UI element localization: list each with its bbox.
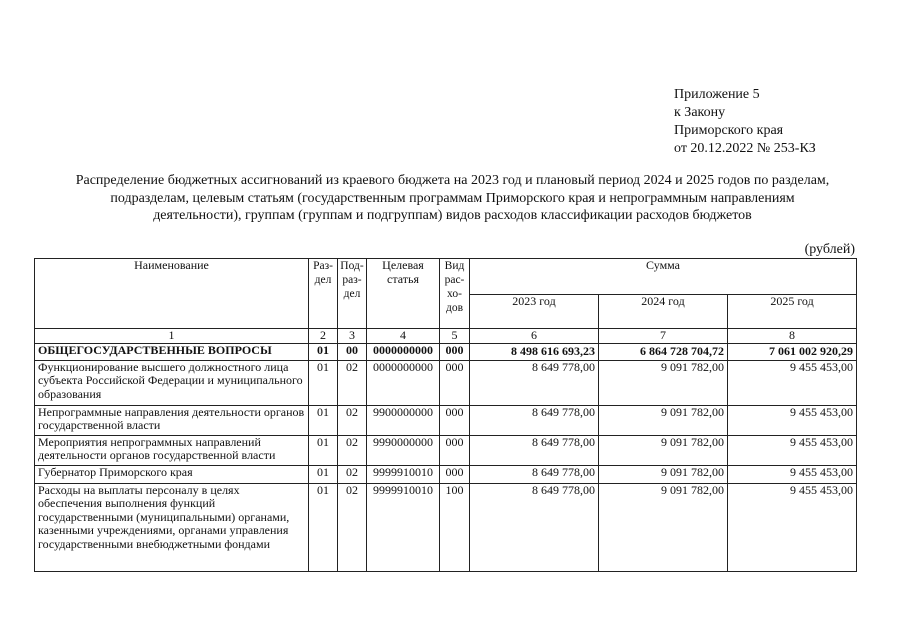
row-subsection: 02 <box>338 360 367 405</box>
row-amount-2023: 8 649 778,00 <box>470 483 599 571</box>
row-expense-type: 000 <box>440 360 470 405</box>
title-line-1: Распределение бюджетных ассигнований из краевого бюджета на 2023 год и плановый период 2024 и 2025 годов по разделам, <box>75 173 830 188</box>
row-expense-type: 000 <box>440 343 470 360</box>
row-target: 9999910010 <box>367 483 440 571</box>
row-subsection: 02 <box>338 405 367 435</box>
row-amount-2023: 8 649 778,00 <box>470 360 599 405</box>
header-name: Наименование <box>35 259 309 329</box>
row-amount-2025: 9 455 453,00 <box>728 405 857 435</box>
row-name: ОБЩЕГОСУДАРСТВЕННЫЕ ВОПРОСЫ <box>35 343 309 360</box>
row-amount-2024: 6 864 728 704,72 <box>599 343 728 360</box>
row-subsection: 02 <box>338 435 367 465</box>
row-amount-2024: 9 091 782,00 <box>599 360 728 405</box>
appendix-line-1: Приложение 5 <box>674 87 760 102</box>
column-number: 8 <box>728 329 857 344</box>
header-sum: Сумма <box>470 259 857 295</box>
row-section: 01 <box>309 435 338 465</box>
column-number: 2 <box>309 329 338 344</box>
row-amount-2024: 9 091 782,00 <box>599 435 728 465</box>
title-line-3: деятельности), группам (группам и подгруппам) видов расходов классификации расходов бюджетов <box>153 208 752 223</box>
row-amount-2024: 9 091 782,00 <box>599 465 728 483</box>
header-section: Раз-дел <box>309 259 338 329</box>
column-numbers-row <box>35 329 857 344</box>
row-section: 01 <box>309 343 338 360</box>
row-amount-2023: 8 649 778,00 <box>470 465 599 483</box>
row-name: Непрограммные направления деятельности органов государственной власти <box>35 405 309 435</box>
header-subsection: Под-раз-дел <box>338 259 367 329</box>
row-subsection: 02 <box>338 483 367 571</box>
row-name: Губернатор Приморского края <box>35 465 309 483</box>
row-target: 0000000000 <box>367 360 440 405</box>
table-row <box>35 360 857 405</box>
table-row <box>35 343 857 360</box>
table-row <box>35 465 857 483</box>
row-amount-2023: 8 649 778,00 <box>470 435 599 465</box>
column-number: 5 <box>440 329 470 344</box>
appendix-line-2: к Закону <box>674 105 726 120</box>
column-number: 3 <box>338 329 367 344</box>
column-number: 1 <box>35 329 309 344</box>
row-amount-2024: 9 091 782,00 <box>599 405 728 435</box>
units-label: (рублей) <box>804 242 855 257</box>
row-section: 01 <box>309 405 338 435</box>
row-name: Расходы на выплаты персоналу в целях обеспечения выполнения функций государственными (муниципальными) органами, казенными учреждениями, органами управления государственными внебюджетными фондами <box>35 483 309 571</box>
appendix-line-3: Приморского края <box>674 123 784 138</box>
row-target: 9900000000 <box>367 405 440 435</box>
row-amount-2025: 9 455 453,00 <box>728 465 857 483</box>
row-expense-type: 000 <box>440 405 470 435</box>
row-section: 01 <box>309 483 338 571</box>
document-title <box>30 172 875 225</box>
row-amount-2025: 9 455 453,00 <box>728 360 857 405</box>
row-section: 01 <box>309 360 338 405</box>
title-line-2: подразделам, целевым статьям (государственным программам Приморского края и непрограммным направлениям <box>110 190 795 206</box>
appendix-header <box>674 86 816 158</box>
row-name: Функционирование высшего должностного лица субъекта Российской Федерации и муниципального образования <box>35 360 309 405</box>
row-amount-2023: 8 649 778,00 <box>470 405 599 435</box>
row-subsection: 00 <box>338 343 367 360</box>
row-amount-2023: 8 498 616 693,23 <box>470 343 599 360</box>
column-number: 7 <box>599 329 728 344</box>
row-amount-2024: 9 091 782,00 <box>599 483 728 571</box>
row-target: 9990000000 <box>367 435 440 465</box>
header-year-2024: 2024 год <box>599 295 728 329</box>
row-expense-type: 000 <box>440 465 470 483</box>
column-number: 6 <box>470 329 599 344</box>
header-year-2025: 2025 год <box>728 295 857 329</box>
row-amount-2025: 7 061 002 920,29 <box>728 343 857 360</box>
table-row <box>35 435 857 465</box>
appendix-line-4: от 20.12.2022 № 253-КЗ <box>674 141 816 156</box>
row-target: 0000000000 <box>367 343 440 360</box>
row-subsection: 02 <box>338 465 367 483</box>
header-year-2023: 2023 год <box>470 295 599 329</box>
header-expense-type: Вид рас-хо-дов <box>440 259 470 329</box>
row-name: Мероприятия непрограммных направлений деятельности органов государственной власти <box>35 435 309 465</box>
column-number: 4 <box>367 329 440 344</box>
table-row <box>35 405 857 435</box>
header-target: Целевая статья <box>367 259 440 329</box>
row-target: 9999910010 <box>367 465 440 483</box>
row-expense-type: 000 <box>440 435 470 465</box>
row-amount-2025: 9 455 453,00 <box>728 435 857 465</box>
budget-table <box>34 258 857 572</box>
row-amount-2025: 9 455 453,00 <box>728 483 857 571</box>
row-expense-type: 100 <box>440 483 470 571</box>
row-section: 01 <box>309 465 338 483</box>
table-row <box>35 483 857 571</box>
